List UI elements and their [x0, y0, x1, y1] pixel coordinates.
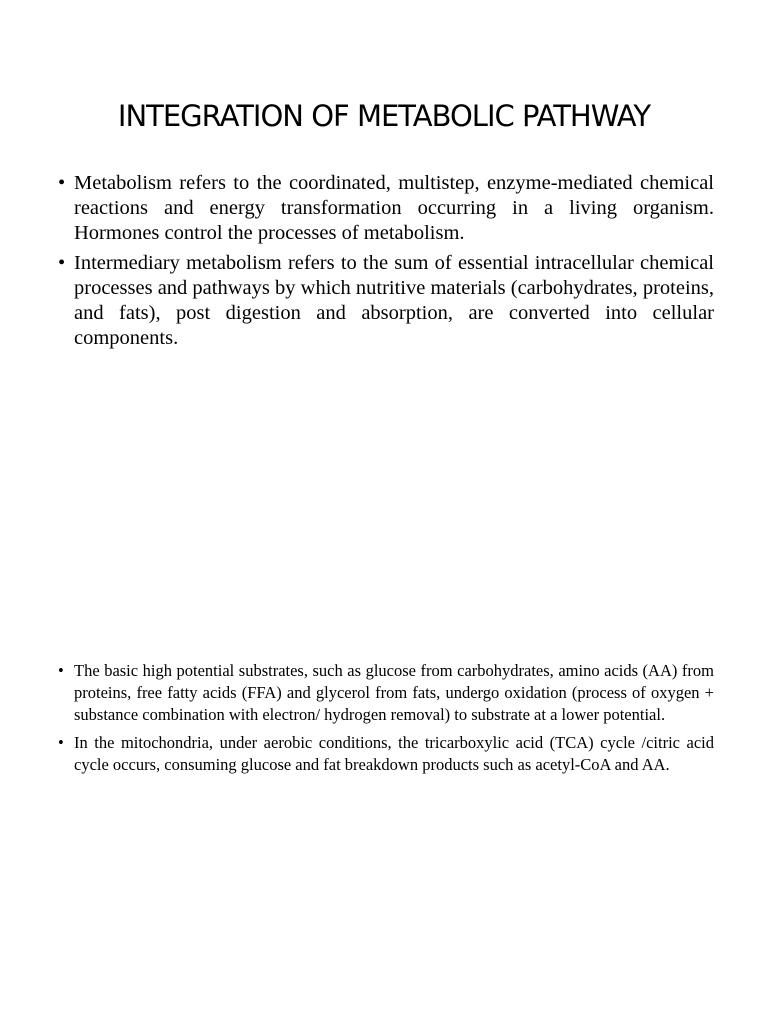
slide-2 — [0, 640, 768, 1024]
bullet-list — [58, 171, 714, 356]
bullet-item — [58, 660, 714, 726]
bullet-icon: • — [58, 733, 64, 752]
bullet-icon: • — [58, 661, 64, 680]
bullet-text: The basic high potential substrates, such as glucose from carbohydrates, amino acids (AA) from proteins, free fatty acids (FFA) and glycerol from fats, undergo oxidation (process of oxygen + substance combination with electron/ hydrogen removal) to substrate at a lower potential. — [74, 661, 714, 724]
bullet-item — [58, 171, 714, 246]
slide-title: INTEGRATION OF METABOLIC PATHWAY — [117, 99, 651, 133]
bullet-item — [58, 732, 714, 776]
bullet-list — [58, 660, 714, 782]
bullet-item — [58, 251, 714, 351]
bullet-text: Intermediary metabolism refers to the sum of essential intracellular chemical processes and pathways by which nutritive materials (carbohydrates, proteins, and fats), post digestion and absorption, are converted into cellular components. — [74, 252, 714, 349]
bullet-icon: • — [58, 172, 66, 194]
bullet-icon: • — [58, 252, 66, 274]
bullet-text: Metabolism refers to the coordinated, multistep, enzyme-mediated chemical reactions and energy transformation occurring in a living organism. Hormones control the processes of metabolism. — [74, 172, 714, 244]
bullet-text: In the mitochondria, under aerobic conditions, the tricarboxylic acid (TCA) cycle /citric acid cycle occurs, consuming glucose and fat breakdown products such as acetyl-CoA and AA. — [74, 733, 714, 774]
